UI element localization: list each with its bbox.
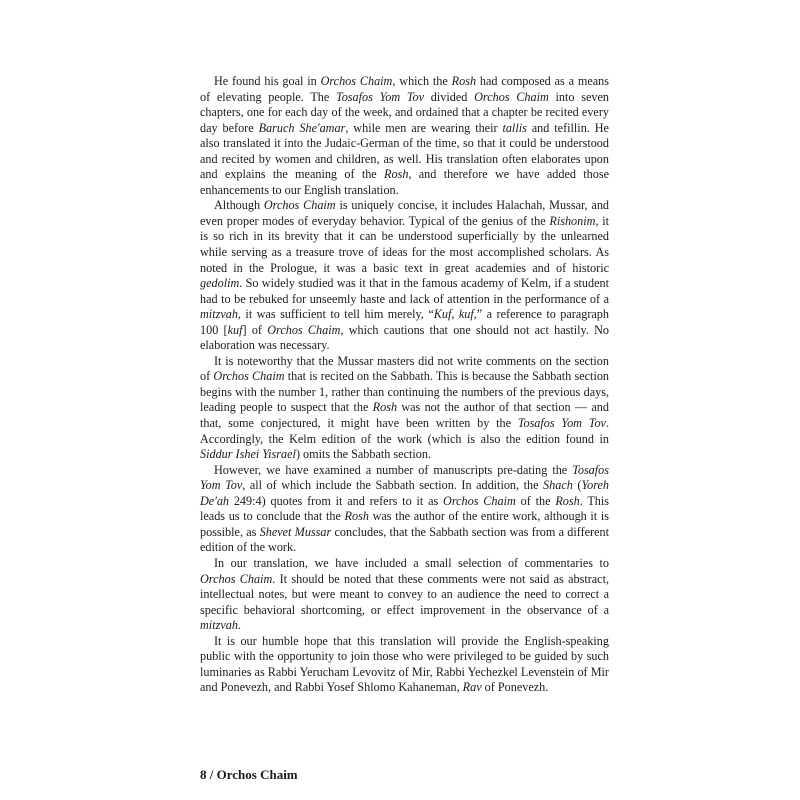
- italic-term: kuf: [227, 322, 243, 337]
- text-run: was not the author of that section — and that, some conjectured, it might have been written by the: [200, 400, 609, 431]
- italic-term: Tosafos Yom Tov: [517, 416, 606, 431]
- paragraph: [200, 556, 609, 634]
- text-run: had composed as a means of elevating people. The: [200, 74, 609, 104]
- text-run: It is our humble hope that this translation will provide the English-speaking public with the opportunity to join those who were privileged to be guided by such luminaries as Rabbi Yerucham Levovitz of Mir, Rabbi Yechezkel Levenstein of Mir and Ponevezh, and Rabbi Yosef Shlomo Kahaneman,: [200, 633, 609, 695]
- page-number: 8: [200, 767, 207, 782]
- italic-term: Orchos Chaim: [443, 493, 516, 508]
- paragraph: [200, 74, 609, 198]
- text-run: that is recited on the Sabbath. This is because the Sabbath section begins with the number 1, rather than continuing the numbers of the previous days, leading people to suspect that the: [200, 369, 610, 415]
- italic-term: Shach: [543, 478, 573, 493]
- italic-term: gedolim: [200, 276, 240, 291]
- italic-term: Rav: [462, 680, 482, 695]
- text-run: Although: [214, 198, 264, 213]
- italic-term: Rosh: [344, 509, 369, 524]
- text-run: . This leads us to conclude that the: [200, 493, 610, 524]
- italic-term: Rosh: [451, 74, 477, 88]
- text-run: . Accordingly, the Kelm edition of the work (which is also the edition found in: [200, 416, 609, 446]
- italic-term: Yoreh De'ah: [200, 478, 609, 508]
- paragraph: [200, 463, 609, 556]
- italic-term: mitzvah: [200, 307, 238, 322]
- italic-term: Rosh: [372, 400, 398, 415]
- text-run: , it was sufficient to tell him merely, “: [237, 307, 434, 322]
- italic-term: Tosafos Yom Tov: [200, 462, 609, 493]
- italic-term: Orchos Chaim: [263, 198, 336, 213]
- italic-term: Orchos Chaim: [200, 571, 273, 586]
- paragraph: [200, 634, 609, 696]
- text-run: divided: [424, 89, 475, 104]
- italic-term: Orchos Chaim: [213, 369, 285, 384]
- text-run: was the author of the entire work, although it is possible, as: [200, 509, 609, 539]
- text-run: ] of: [242, 322, 268, 337]
- italic-term: Rosh: [384, 167, 409, 182]
- italic-term: Tosafos Yom Tov: [336, 89, 425, 104]
- text-run: , all of which include the Sabbath section. In addition, the: [242, 478, 544, 493]
- italic-term: Baruch She'amar: [258, 120, 346, 135]
- text-run: , which cautions that one should not act hastily. No elaboration was necessary.: [200, 322, 610, 353]
- text-run: (: [572, 478, 582, 493]
- text-run: of the: [515, 493, 556, 508]
- text-run: In our translation, we have included a small selection of commentaries to: [214, 555, 609, 570]
- text-run: . So widely studied was it that in the famous academy of Kelm, if a student had to be rebuked for unseemly haste and lack of attention in the performance of a: [200, 276, 609, 306]
- paragraph: [200, 198, 609, 353]
- text-run: ” a reference to paragraph 100 [: [200, 307, 609, 337]
- text-run: 249:4) quotes from it and refers to it as: [229, 493, 444, 508]
- italic-term: Rosh: [555, 493, 580, 508]
- text-run: and tefillin. He also translated it into the Judaic-German of the time, so that it could be understood and recited by women and children, as well. His translation often elaborates upon and explains the meaning of the: [200, 120, 609, 182]
- italic-term: Orchos Chaim: [474, 89, 549, 104]
- text-run: , while men are wearing their: [345, 120, 503, 135]
- italic-term: Orchos Chaim: [267, 322, 341, 337]
- italic-term: Kuf, kuf,: [433, 307, 477, 322]
- text-run: into seven chapters, one for each day of the week, and ordained that a chapter be recited every day before: [200, 89, 609, 135]
- italic-term: tallis: [502, 120, 527, 135]
- text-run: is uniquely concise, it includes Halachah, Mussar, and even proper modes of everyday behavior. Typical of the genius of the: [200, 198, 610, 228]
- italic-term: Shevet Mussar: [259, 524, 332, 539]
- text-run: of Ponevezh.: [481, 680, 549, 695]
- body-text: [200, 74, 609, 696]
- text-run: .: [237, 618, 241, 633]
- page-footer: [200, 767, 298, 783]
- text-run: It is noteworthy that the Mussar masters did not write comments on the section of: [200, 353, 609, 384]
- text-run: , it is so rich in its brevity that it can be understood superficially by the unlearned while serving as a treasure trove of ideas for the most accomplished scholars. As noted in the Prologue, it was a basic text in great academies and of historic: [200, 213, 609, 275]
- text-run: ) omits the Sabbath section.: [295, 447, 431, 462]
- footer-separator: /: [209, 767, 214, 782]
- text-run: He found his goal in: [214, 74, 321, 88]
- text-run: , and therefore we have added those enhancements to our English translation.: [200, 167, 609, 197]
- paragraph: [200, 354, 609, 463]
- italic-term: Rishonim: [549, 213, 596, 228]
- italic-term: mitzvah: [200, 618, 238, 633]
- italic-term: Siddur Ishei Yisrael: [200, 447, 296, 462]
- text-run: concludes, that the Sabbath section was from a different edition of the work.: [200, 524, 609, 555]
- text-run: . It should be noted that these comments were not said as abstract, intellectual notes, but were meant to convey to an audience the need to correct a specific behavioral shortcoming, or effect improvement in the observance of a: [200, 571, 610, 617]
- running-title: Orchos Chaim: [216, 767, 298, 782]
- italic-term: Orchos Chaim: [320, 74, 393, 88]
- text-run: However, we have examined a number of manuscripts pre-dating the: [214, 462, 573, 477]
- text-run: , which the: [392, 74, 452, 88]
